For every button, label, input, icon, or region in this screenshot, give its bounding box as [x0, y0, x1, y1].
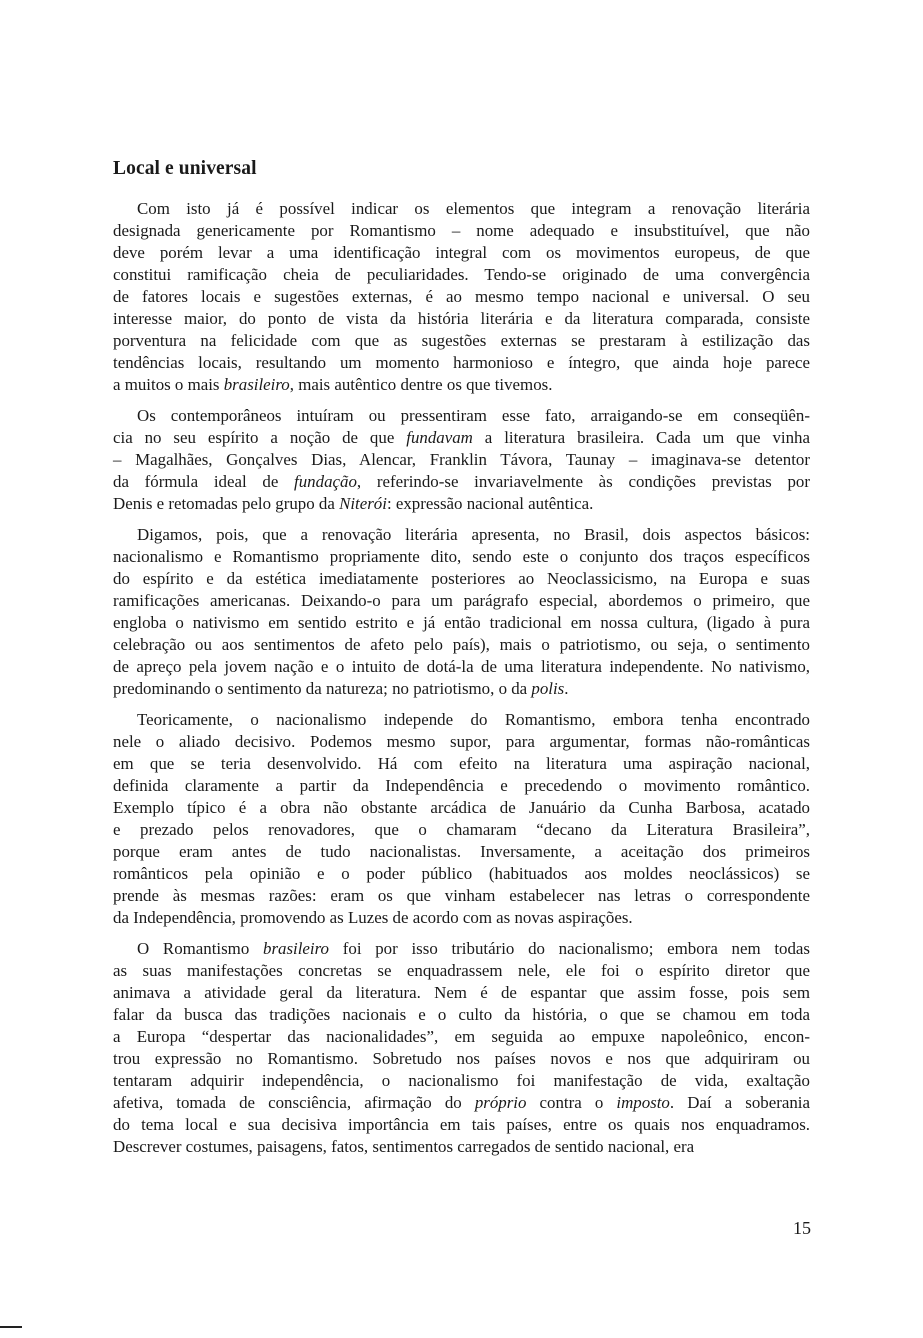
text-line: de apreço pela jovem nação e o intuito de dotá-la de uma literatura independente. No nativismo, [113, 657, 810, 676]
text-line: da Independência, promovendo as Luzes de acordo com as novas aspirações. [113, 908, 633, 927]
text-line: nele o aliado decisivo. Podemos mesmo supor, para argumentar, formas não-românticas [113, 732, 810, 751]
text-line: Os contemporâneos intuíram ou pressentiram esse fato, arraigando-se em conseqüên- [137, 406, 810, 425]
text-line: predominando o sentimento da natureza; no patriotismo, o da polis. [113, 679, 569, 698]
text-line: porque eram antes de tudo nacionalistas. Inversamente, a aceitação dos primeiros [113, 842, 810, 861]
text-line: tentaram adquirir independência, o nacionalismo foi manifestação de vida, exaltação [113, 1071, 810, 1090]
text-line: prende às mesmas razões: eram os que vinham estabelecer nas letras o correspondente [113, 886, 810, 905]
paragraph [113, 405, 810, 515]
text-line: cia no seu espírito a noção de que fundavam a literatura brasileira. Cada um que vinha [113, 428, 810, 447]
text-line: tendências locais, resultando um momento harmonioso e íntegro, que ainda hoje parece [113, 353, 810, 372]
text-line: Teoricamente, o nacionalismo independe do Romantismo, embora tenha encontrado [137, 710, 810, 729]
text-line: constitui ramificação cheia de peculiaridades. Tendo-se originado de uma convergência [113, 265, 810, 284]
text-line: definida claramente a partir da Independência e precedendo o movimento romântico. [113, 776, 810, 795]
section-heading: Local e universal [113, 158, 257, 179]
text-line: a Europa “despertar das nacionalidades”, em seguida ao empuxe napoleônico, encon- [113, 1027, 810, 1046]
text-line: Digamos, pois, que a renovação literária apresenta, no Brasil, dois aspectos básicos: [137, 525, 810, 544]
text-line: ramificações americanas. Deixando-o para um parágrafo especial, abordemos o primeiro, que [113, 591, 810, 610]
paragraph [113, 524, 810, 700]
text-line: Denis e retomadas pelo grupo da Niterói: expressão nacional autêntica. [113, 494, 594, 513]
text-line: celebração ou aos sentimentos de afeto pelo país), mais o patriotismo, ou seja, o sentimento [113, 635, 810, 654]
text-line: afetiva, tomada de consciência, afirmação do próprio contra o imposto. Daí a soberania [113, 1093, 810, 1112]
text-line: Exemplo típico é a obra não obstante arcádica de Januário da Cunha Barbosa, acatado [113, 798, 810, 817]
text-line: O Romantismo brasileiro foi por isso tributário do nacionalismo; embora nem todas [137, 939, 810, 958]
text-line: trou expressão no Romantismo. Sobretudo nos países novos e nos que adquiriram ou [113, 1049, 810, 1068]
text-line: designada genericamente por Romantismo – nome adequado e insubstituível, que não [113, 221, 810, 240]
text-line: Com isto já é possível indicar os elementos que integram a renovação literária [137, 199, 810, 218]
text-line: do tema local e sua decisiva importância em tais países, entre os quais nos enquadramos. [113, 1115, 810, 1134]
page-number: 15 [793, 1218, 811, 1238]
text-line: porventura na felicidade com que as sugestões externas se prestaram à estilização das [113, 331, 810, 350]
text-line: – Magalhães, Gonçalves Dias, Alencar, Franklin Távora, Taunay – imaginava-se detentor [113, 450, 810, 469]
text-line: de fatores locais e sugestões externas, é ao mesmo tempo nacional e universal. O seu [113, 287, 810, 306]
text-line: em que se teria desenvolvido. Há com efeito na literatura uma aspiração nacional, [113, 754, 810, 773]
paragraph [113, 709, 810, 929]
body-text [113, 198, 810, 1167]
text-line: da fórmula ideal de fundação, referindo-se invariavelmente às condições previstas por [113, 472, 810, 491]
text-line: e prezado pelos renovadores, que o chamaram “decano da Literatura Brasileira”, [113, 820, 810, 839]
text-line: as suas manifestações concretas se enquadrassem nele, ele foi o espírito diretor que [113, 961, 810, 980]
paragraph [113, 938, 810, 1158]
text-line: falar da busca das tradições nacionais e o culto da história, o que se chamou em toda [113, 1005, 810, 1024]
text-line: deve porém levar a uma identificação integral com os movimentos europeus, de que [113, 243, 810, 262]
text-line: engloba o nativismo em sentido estrito e já então tradicional em nossa cultura, (ligado à pura [113, 613, 810, 632]
text-line: interesse maior, do ponto de vista da história literária e da literatura comparada, consiste [113, 309, 810, 328]
text-line: Descrever costumes, paisagens, fatos, sentimentos carregados de sentido nacional, era [113, 1137, 695, 1156]
text-line: românticos pela opinião e o poder público (habituados aos moldes neoclássicos) se [113, 864, 810, 883]
text-line: do espírito e da estética imediatamente posteriores ao Neoclassicismo, na Europa e suas [113, 569, 810, 588]
text-line: animava a atividade geral da literatura. Nem é de espantar que assim fosse, pois sem [113, 983, 810, 1002]
scan-corner-mark [0, 1326, 22, 1328]
text-line: nacionalismo e Romantismo propriamente dito, sendo este o conjunto dos traços específicos [113, 547, 810, 566]
paragraph [113, 198, 810, 396]
text-line: a muitos o mais brasileiro, mais autêntico dentre os que tivemos. [113, 375, 553, 394]
